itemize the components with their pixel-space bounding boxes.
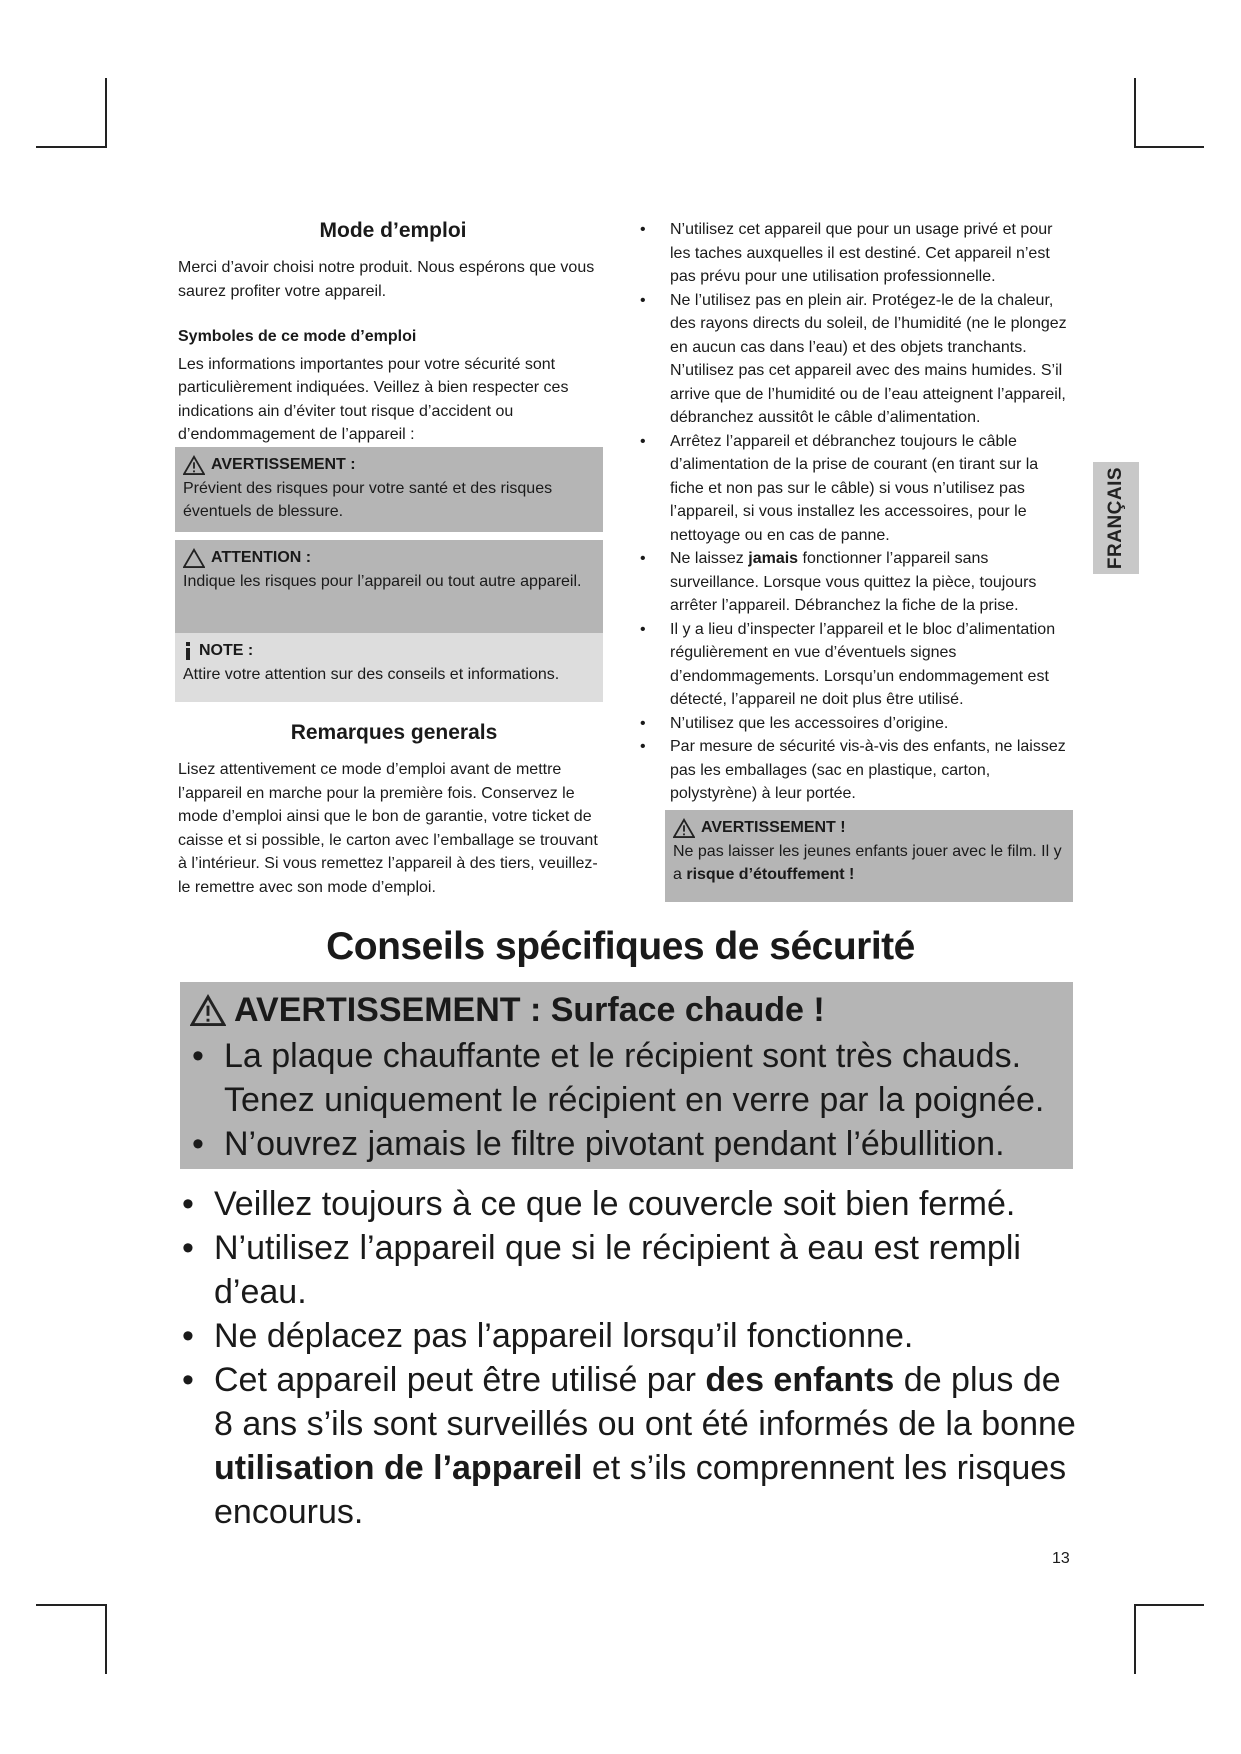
note-box-title: NOTE : (199, 642, 254, 659)
crop-mark (36, 1604, 106, 1606)
crop-mark (1134, 78, 1136, 148)
warning-box (175, 447, 603, 532)
symbols-text: Les informations importantes pour votre sécurité sont particulièrement indiquées. Veillez à bien respecter ces indications ain d’éviter tout risque d’accident ou d’endommagement de l’appareil : (178, 355, 569, 443)
info-icon (183, 641, 193, 661)
warning-icon (190, 994, 226, 1026)
general-title: Remarques generals (290, 721, 498, 744)
language-tab (1093, 462, 1139, 574)
left-column (178, 218, 608, 447)
text-run: et s’ils comprennent les risques encourus. (214, 1449, 1067, 1531)
list-item: • Il y a lieu d’inspecter l’appareil et le bloc d’alimentation régulièrement en vue d’éventuels signes d’endommagements. Lorsqu’un endommagement est détecté, l’appareil ne doit plus être utilisé. (640, 618, 1070, 712)
warning-icon (673, 818, 695, 838)
film-warning-text (673, 840, 1065, 887)
note-box (175, 633, 603, 702)
text-run: fonctionner l’appareil sans surveillance. Lorsque vous quittez la pièce, toujours arrêter l’appareil. Débranchez la fiche de la prise. (670, 550, 1037, 614)
crop-mark (36, 146, 106, 148)
general-section (178, 720, 610, 899)
list-item: • Ne l’utilisez pas en plein air. Protégez-le de la chaleur, des rayons directs du soleil, de l’humidité (ne le plongez en aucun cas dans l’eau) et des objets tranchants. N’utilisez pas cet appareil avec des mains humides. S’il arrive que de l’humidité ou de l’eau atteignent l’appareil, débranchez aussitôt le câble d’alimentation. (640, 289, 1070, 430)
text-run: de plus de 8 ans s’ils sont surveillés ou ont été informés de la bonne (214, 1361, 1076, 1443)
list-item: • N’utilisez l’appareil que si le récipient à eau est rempli d’eau. (180, 1226, 1080, 1314)
hot-surface-box (180, 982, 1073, 1169)
list-item: • Veillez toujours à ce que le couvercle soit bien fermé. (180, 1182, 1080, 1226)
page-number: 13 (1052, 1550, 1070, 1567)
list-item: • Arrêtez l’appareil et débranchez toujours le câble d’alimentation de la prise de courant (en tirant sur la fiche et non pas sur le câble) si vous n’utilisez pas l’appareil, si vous installez les accessoires, pour le nettoyage ou en cas de panne. (640, 430, 1070, 548)
right-column (640, 218, 1070, 806)
safety-tips-list (180, 1182, 1080, 1534)
bold-run: jamais (748, 550, 799, 567)
hot-surface-list (190, 1034, 1063, 1166)
crop-mark (1134, 146, 1204, 148)
list-item: • Ne déplacez pas l’appareil lorsqu’il fonctionne. (180, 1314, 1080, 1358)
warning-icon (183, 455, 205, 475)
safety-list (640, 218, 1070, 806)
attention-box (175, 540, 603, 633)
crop-mark (1134, 1604, 1136, 1674)
bold-run: risque d’étouffement ! (686, 866, 855, 883)
note-box-text: Attire votre attention sur des conseils et informations. (183, 665, 560, 683)
list-item: • N’utilisez cet appareil que pour un usage privé et pour les taches auxquelles il est destiné. Cet appareil n’est pas prévu pour une utilisation professionnelle. (640, 218, 1070, 289)
hot-surface-title: AVERTISSEMENT : Surface chaude ! (234, 991, 825, 1029)
attention-box-title: ATTENTION : (211, 549, 312, 566)
crop-mark (105, 78, 107, 148)
list-item: • N’utilisez que les accessoires d’origine. (640, 712, 1070, 736)
bold-run: des enfants (705, 1361, 895, 1399)
list-item: • Par mesure de sécurité vis-à-vis des enfants, ne laissez pas les emballages (sac en plastique, carton, polystyrène) à leur portée. (640, 735, 1070, 806)
symbols-heading: Symboles de ce mode d’emploi (178, 328, 417, 345)
attention-box-text: Indique les risques pour l’appareil ou tout autre appareil. (183, 572, 582, 590)
text-run: Ne pas laisser les jeunes enfants jouer avec le film. Il y a (673, 842, 1062, 883)
text-run: Ne laissez (670, 550, 749, 567)
list-item: • N’ouvrez jamais le filtre pivotant pendant l’ébullition. (190, 1122, 1063, 1166)
manual-title: Mode d’emploi (319, 219, 467, 242)
list-item: • La plaque chauffante et le récipient sont très chauds. Tenez uniquement le récipient en verre par la poignée. (190, 1034, 1063, 1122)
caution-icon (183, 548, 205, 568)
safety-title: Conseils spécifiques de sécurité (326, 925, 915, 968)
warning-box-text: Prévient des risques pour votre santé et des risques éventuels de blessure. (183, 479, 553, 520)
crop-mark (1134, 1604, 1204, 1606)
warning-box-title: AVERTISSEMENT : (211, 456, 356, 473)
general-text: Lisez attentivement ce mode d’emploi avant de mettre l’appareil en marche pour la première fois. Conservez le mode d’emploi ainsi que le bon de garantie, votre ticket de caisse et si possible, le carton avec l’emballage se trouvant à l’intérieur. Si vous remettez l’appareil à des tiers, veuillez-le remettre avec son mode d’emploi. (178, 761, 598, 896)
film-warning-box (665, 810, 1073, 902)
film-warning-title: AVERTISSEMENT ! (701, 819, 846, 836)
bold-run: utilisation de l’appareil (214, 1449, 583, 1487)
intro-text: Merci d’avoir choisi notre produit. Nous espérons que vous saurez profiter votre appareil. (178, 259, 595, 300)
crop-mark (105, 1604, 107, 1674)
list-item (180, 1358, 1080, 1534)
list-item (640, 547, 1070, 618)
text-run: Cet appareil peut être utilisé par (214, 1361, 706, 1399)
language-tab-label: FRANÇAIS (1105, 466, 1127, 570)
